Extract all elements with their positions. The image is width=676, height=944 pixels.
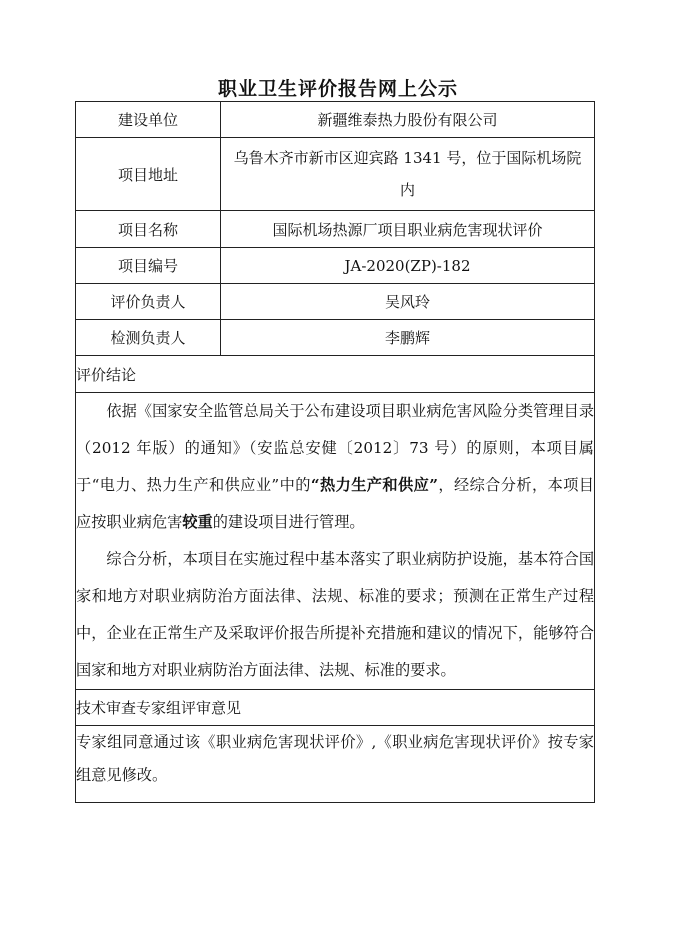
project-address-label: 项目地址 [76, 138, 221, 211]
row-construction-unit [76, 102, 595, 138]
row-inspection-lead [76, 320, 595, 356]
evaluation-lead-value: 吴风玲 [221, 284, 595, 320]
expert-opinion-text: 专家组同意通过该《职业病危害现状评价》,《职业病危害现状评价》按专家组意见修改。 [76, 733, 594, 784]
project-name-value: 国际机场热源厂项目职业病危害现状评价 [221, 211, 595, 248]
row-conclusion-heading [76, 356, 595, 393]
project-name-label: 项目名称 [76, 211, 221, 248]
construction-unit-label: 建设单位 [76, 102, 221, 138]
expert-heading: 技术审查专家组评审意见 [76, 690, 595, 726]
conclusion-text-2: ，经综合分析，本项目应按职业病危害 [76, 476, 594, 531]
row-evaluation-lead [76, 284, 595, 320]
row-project-number [76, 248, 595, 284]
row-conclusion-body [76, 393, 595, 690]
conclusion-paragraph-2: 综合分析，本项目在实施过程中基本落实了职业病防护设施，基本符合国家和地方对职业病防治方面法律、法规、标准的要求；预测在正常生产过程中，企业在正常生产及采取评价报告所提补充措施和建议的情况下，能够符合国家和地方对职业病防治方面法律、法规、标准的要求。 [76, 550, 594, 679]
project-number-value: JA-2020(ZP)-182 [221, 248, 595, 284]
row-project-name [76, 211, 595, 248]
inspection-lead-value: 李鹏辉 [221, 320, 595, 356]
page-title: 职业卫生评价报告网上公示 [217, 78, 458, 100]
inspection-lead-label: 检测负责人 [76, 320, 221, 356]
evaluation-lead-label: 评价负责人 [76, 284, 221, 320]
conclusion-body [76, 393, 595, 690]
conclusion-text-1: 依据《国家安全监管总局关于公布建设项目职业病危害风险分类管理目录（2012 年版）的通知》（安监总安健〔2012〕73 号）的原则，本项目属于“电力、热力生产和供应业”中的 [76, 402, 594, 494]
conclusion-bold-2: 较重 [182, 513, 213, 531]
construction-unit-value: 新疆维泰热力股份有限公司 [221, 102, 595, 138]
expert-opinion [76, 726, 595, 803]
disclosure-table [75, 101, 595, 803]
conclusion-bold-1: “热力生产和供应” [310, 476, 438, 494]
conclusion-paragraph-1 [76, 393, 594, 541]
conclusion-text-3: 的建设项目进行管理。 [212, 513, 365, 531]
row-project-address [76, 138, 595, 211]
conclusion-heading: 评价结论 [76, 356, 595, 393]
project-number-label: 项目编号 [76, 248, 221, 284]
row-expert-heading [76, 690, 595, 726]
row-expert-opinion [76, 726, 595, 803]
project-address-value: 乌鲁木齐市新市区迎宾路 1341 号，位于国际机场院内 [221, 138, 595, 211]
